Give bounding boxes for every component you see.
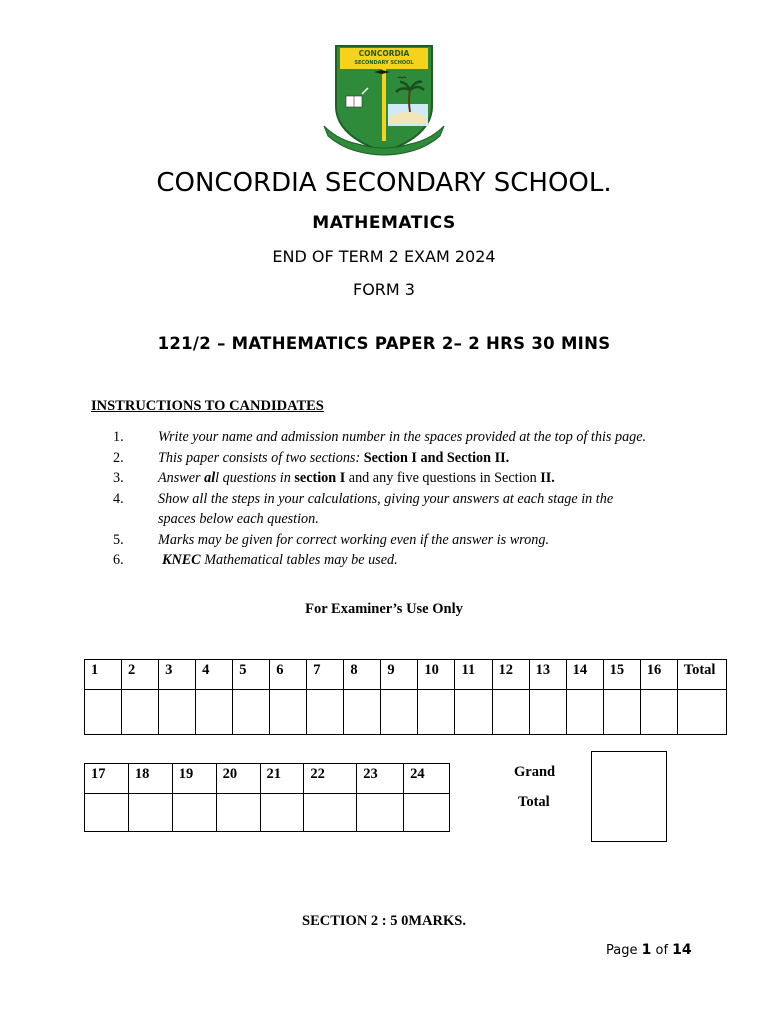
- marks-header-cell: 9: [381, 660, 418, 690]
- instruction-text: Answer all questions in section I and any five questions in Section II.: [158, 470, 555, 486]
- examiner-use-heading: For Examiner’s Use Only: [305, 601, 463, 617]
- marks-header-cell: 23: [357, 764, 404, 794]
- instruction-item: [113, 550, 713, 571]
- marks-header-cell: 10: [418, 660, 455, 690]
- instruction-text: Show all the steps in your calculations, giving your answers at each stage in the spaces below each question.: [158, 490, 614, 527]
- marks-header-cell: 17: [85, 764, 129, 794]
- marks-entry-cell[interactable]: [418, 690, 455, 735]
- marks-header-cell: 18: [128, 764, 172, 794]
- instruction-item: [113, 448, 713, 469]
- marks-table-1: [84, 659, 727, 735]
- marks-table-2: [84, 763, 450, 832]
- instruction-number: 4.: [113, 490, 124, 507]
- marks-entry-cell[interactable]: [357, 794, 404, 832]
- marks-entry-cell[interactable]: [233, 690, 270, 735]
- marks-entry-cell[interactable]: [85, 794, 129, 832]
- instruction-number: 6.: [113, 552, 124, 568]
- marks-header-cell: 21: [260, 764, 304, 794]
- instruction-text: Marks may be given for correct working even if the answer is wrong.: [158, 531, 550, 548]
- marks-header-cell: 7: [307, 660, 344, 690]
- marks-header-cell: 16: [640, 660, 677, 690]
- marks-header-cell: Total: [677, 660, 726, 690]
- instruction-number: 3.: [113, 470, 124, 486]
- marks-header-cell: 3: [159, 660, 196, 690]
- marks-header-cell: 14: [566, 660, 603, 690]
- marks-header-cell: 6: [270, 660, 307, 690]
- marks-entry-cell[interactable]: [344, 690, 381, 735]
- instructions-heading: INSTRUCTIONS TO CANDIDATES: [91, 398, 324, 414]
- marks-entry-cell[interactable]: [172, 794, 216, 832]
- svg-text:SECONDARY SCHOOL: SECONDARY SCHOOL: [354, 60, 414, 66]
- grand-total-label: Grand: [514, 764, 556, 780]
- marks-entry-cell[interactable]: [566, 690, 603, 735]
- marks-header-cell: 15: [603, 660, 640, 690]
- school-name: CONCORDIA SECONDARY SCHOOL.: [156, 168, 612, 198]
- marks-header-cell: 12: [492, 660, 529, 690]
- school-crest-logo: [318, 44, 450, 158]
- instruction-text: Write your name and admission number in the spaces provided at the top of this page.: [158, 429, 647, 445]
- marks-header-cell: 19: [172, 764, 216, 794]
- marks-entry-cell[interactable]: [603, 690, 640, 735]
- instructions-list: [113, 427, 713, 571]
- instruction-item: [113, 489, 713, 530]
- page-number: Page 1 of 14: [606, 942, 692, 958]
- marks-entry-cell[interactable]: [381, 690, 418, 735]
- marks-entry-cell[interactable]: [529, 690, 566, 735]
- marks-header-cell: 20: [216, 764, 260, 794]
- marks-entry-cell[interactable]: [304, 794, 357, 832]
- marks-entry-cell[interactable]: [640, 690, 677, 735]
- instruction-text: KNEC Mathematical tables may be used.: [162, 552, 398, 568]
- instruction-item: [113, 530, 713, 551]
- instruction-text: This paper consists of two sections: Section I and Section II.: [158, 449, 510, 466]
- marks-entry-cell[interactable]: [216, 794, 260, 832]
- instruction-number: 5.: [113, 531, 124, 548]
- instruction-number: 2.: [113, 449, 124, 466]
- marks-entry-cell[interactable]: [677, 690, 726, 735]
- svg-text:CONCORDIA: CONCORDIA: [358, 49, 410, 58]
- marks-header-cell: 8: [344, 660, 381, 690]
- marks-entry-cell[interactable]: [307, 690, 344, 735]
- marks-entry-cell[interactable]: [270, 690, 307, 735]
- marks-entry-cell[interactable]: [492, 690, 529, 735]
- instruction-number: 1.: [113, 429, 124, 445]
- marks-header-cell: 4: [196, 660, 233, 690]
- marks-entry-cell[interactable]: [455, 690, 492, 735]
- marks-header-cell: 24: [404, 764, 450, 794]
- marks-entry-cell[interactable]: [85, 690, 122, 735]
- marks-header-cell: 5: [233, 660, 270, 690]
- marks-header-cell: 2: [122, 660, 159, 690]
- instruction-item: [113, 427, 713, 448]
- form-title: FORM 3: [353, 280, 415, 299]
- marks-entry-cell[interactable]: [122, 690, 159, 735]
- marks-entry-cell[interactable]: [196, 690, 233, 735]
- subject-title: MATHEMATICS: [312, 213, 456, 233]
- marks-header-cell: 1: [85, 660, 122, 690]
- marks-header-cell: 22: [304, 764, 357, 794]
- marks-entry-cell[interactable]: [159, 690, 196, 735]
- grand-total-label: Total: [518, 794, 550, 810]
- grand-total-box[interactable]: [591, 751, 667, 842]
- section-heading: SECTION 2 : 5 0MARKS.: [302, 913, 466, 929]
- marks-entry-cell[interactable]: [128, 794, 172, 832]
- marks-header-cell: 13: [529, 660, 566, 690]
- marks-entry-cell[interactable]: [404, 794, 450, 832]
- instruction-item: [113, 468, 713, 489]
- marks-header-cell: 11: [455, 660, 492, 690]
- marks-entry-cell[interactable]: [260, 794, 304, 832]
- exam-title: END OF TERM 2 EXAM 2024: [272, 247, 496, 266]
- paper-title: 121/2 – MATHEMATICS PAPER 2– 2 HRS 30 MINS: [157, 334, 611, 353]
